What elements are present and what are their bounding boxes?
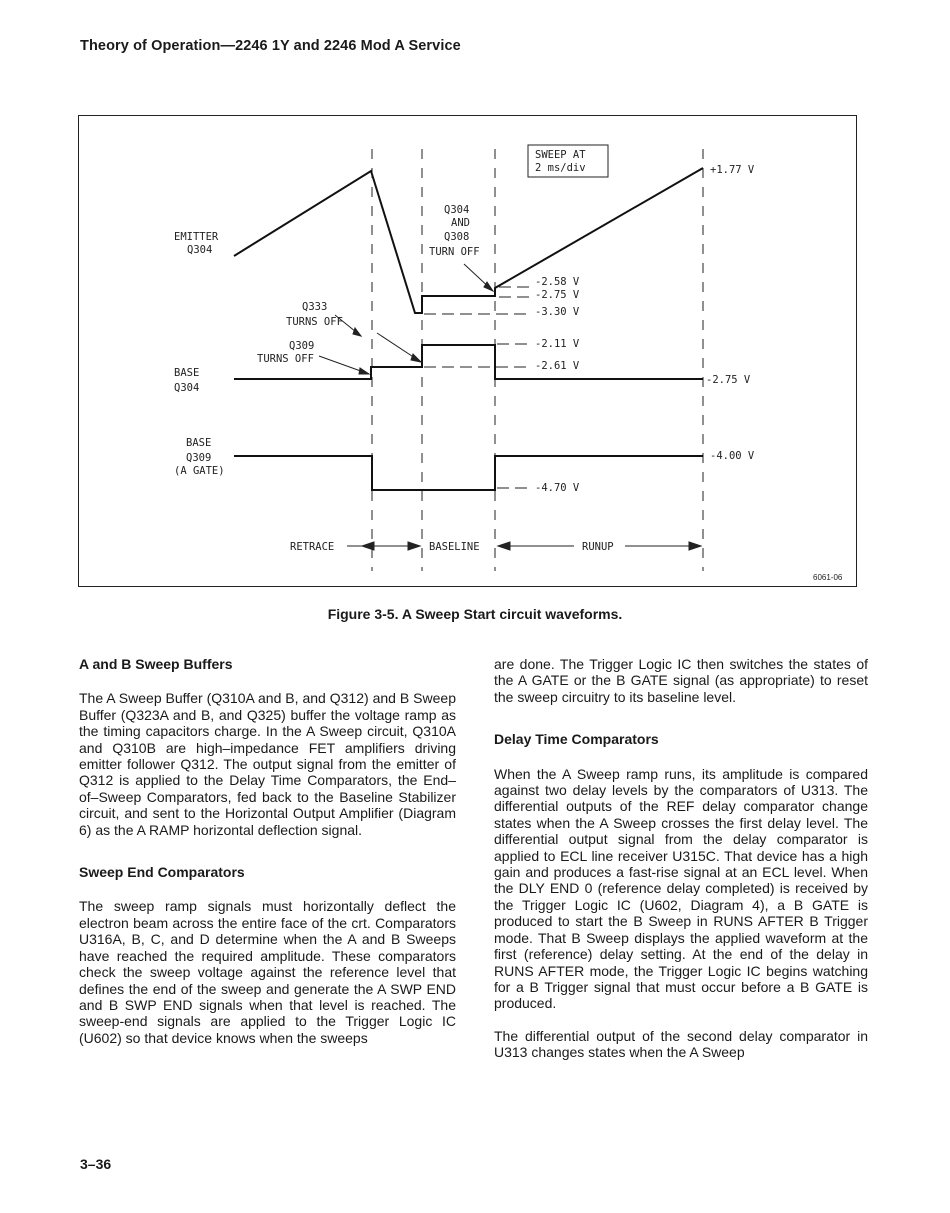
figure-number: 6061-06 bbox=[813, 573, 843, 582]
label-q309-2: TURNS OFF bbox=[257, 353, 314, 365]
label-q304-and-1: Q304 bbox=[444, 204, 470, 216]
figure-waveforms bbox=[78, 115, 857, 587]
label-runup: RUNUP bbox=[582, 541, 614, 553]
voltage-275b: -2.75 V bbox=[706, 374, 751, 386]
label-base-q309-3: (A GATE) bbox=[174, 465, 225, 477]
voltage-470: -4.70 V bbox=[535, 482, 580, 494]
label-baseline: BASELINE bbox=[429, 541, 480, 553]
label-q304-and-2: AND bbox=[451, 217, 470, 229]
page-header: Theory of Operation—2246 1Y and 2246 Mod A Service bbox=[80, 38, 461, 54]
paragraph-second-delay: The differential output of the second delay comparator in U313 changes states when the A Sweep bbox=[494, 1027, 868, 1061]
label-q309-1: Q309 bbox=[289, 340, 315, 352]
label-emitter-1: EMITTER bbox=[174, 231, 219, 243]
heading-sweep-buffers: A and B Sweep Buffers bbox=[79, 656, 233, 672]
label-q333-1: Q333 bbox=[302, 301, 328, 313]
waveform-diagram bbox=[79, 116, 858, 588]
label-base-q309-2: Q309 bbox=[186, 452, 212, 464]
label-q304-and-4: TURN OFF bbox=[429, 246, 480, 258]
paragraph-delay-time: When the A Sweep ramp runs, its amplitude is compared against two delay levels by the comparators of U313. The differential outputs of the REF delay comparator change states when the A Sweep crosses the first delay level. The differential output signal from the delay comparator is applied to ECL line receiver U315C. That device has a high gain and produces a fast-rise signal at an ECL level. When the DLY END 0 (reference delay completed) is received by the Trigger Logic IC (U602, Diagram 4), a B GATE is produced to start the B Sweep in RUNS AFTER B Trigger mode. That B Sweep displays the applied waveform at the first (reference) delay setting. At the end of the delay in RUNS AFTER mode, the Trigger Logic IC begins watching for a B Trigger signal that must occur before a B GATE is produced. bbox=[494, 765, 868, 1012]
label-q304-and-3: Q308 bbox=[444, 231, 470, 243]
right-column bbox=[494, 656, 868, 1077]
label-q333-2: TURNS OFF bbox=[286, 316, 343, 328]
label-base-q309-1: BASE bbox=[186, 437, 212, 449]
voltage-275a: -2.75 V bbox=[535, 289, 580, 301]
paragraph-sweep-buffers: The A Sweep Buffer (Q310A and B, and Q312) and B Sweep Buffer (Q323A and B, and Q325) buffer the voltage ramp as the timing capacitors charge. In the A Sweep circuit, Q310A and Q310B are high–impedance FET amplifiers driving emitter follower Q312. The output signal from the emitter of Q312 is applied to the Delay Time Comparators, the End–of–Sweep Comparators, fed back to the Baseline Stabilizer circuit, and sent to the Horizontal Output Amplifier (Diagram 6) as the A RAMP horizontal deflection signal. bbox=[79, 690, 456, 838]
label-retrace: RETRACE bbox=[290, 541, 335, 553]
base-q309-trace bbox=[234, 456, 703, 490]
label-emitter-2: Q304 bbox=[187, 244, 213, 256]
voltage-400: -4.00 V bbox=[710, 450, 755, 462]
label-base-q304-1: BASE bbox=[174, 367, 200, 379]
paragraph-sweep-end: The sweep ramp signals must horizontally deflect the electron beam across the entire face of the crt. Comparators U316A, B, C, and D determine when the A and B Sweeps have reached the required amplitude. These comparators check the sweep voltage against the reference level that defines the end of the sweep and generate the A SWP END and B SWP END signals when that level is reached. The sweep-end signals are applied to the Trigger Logic IC (U602) so that device knows when the sweeps bbox=[79, 898, 456, 1046]
voltage-plus177: +1.77 V bbox=[710, 164, 755, 176]
voltage-261: -2.61 V bbox=[535, 360, 580, 372]
label-base-q304-2: Q304 bbox=[174, 382, 200, 394]
voltage-258: -2.58 V bbox=[535, 276, 580, 288]
heading-delay-time-comparators: Delay Time Comparators bbox=[494, 731, 659, 748]
sweep-box-line2: 2 ms/div bbox=[535, 162, 586, 174]
left-column bbox=[79, 656, 456, 1062]
voltage-330: -3.30 V bbox=[535, 306, 580, 318]
figure-caption: Figure 3-5. A Sweep Start circuit waveforms. bbox=[327, 606, 623, 622]
sweep-box-line1: SWEEP AT bbox=[535, 149, 586, 161]
heading-sweep-end-comparators: Sweep End Comparators bbox=[79, 864, 245, 881]
paragraph-continued: are done. The Trigger Logic IC then switches the states of the A GATE or the B GATE signal (as appropriate) to reset the sweep circuitry to its baseline level. bbox=[494, 656, 868, 705]
voltage-211: -2.11 V bbox=[535, 338, 580, 350]
page-number: 3–36 bbox=[80, 1156, 112, 1172]
